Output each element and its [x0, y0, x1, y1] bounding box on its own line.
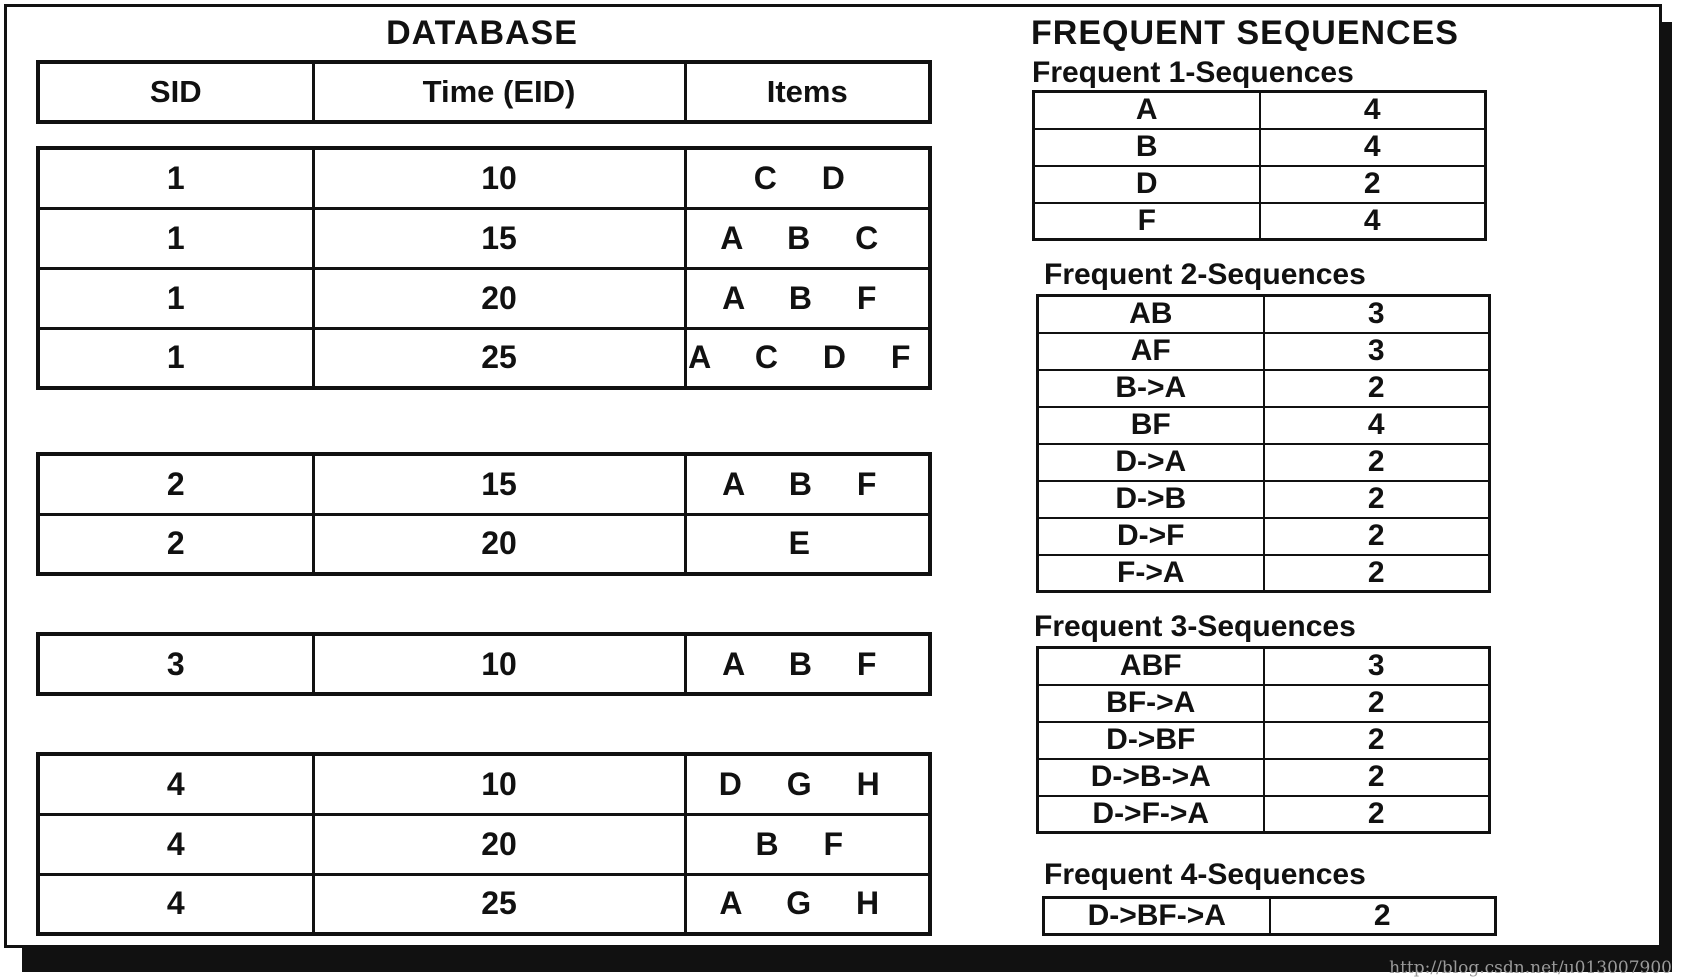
sequence-cell: D->B->A [1038, 759, 1264, 796]
table-row [1038, 759, 1490, 796]
cell-items: A B F [685, 268, 930, 328]
sequence-cell: D->BF->A [1044, 898, 1270, 935]
cell-items: A B F [685, 634, 930, 694]
cell-sid: 4 [38, 874, 313, 934]
table-row [1038, 444, 1490, 481]
table-row [1038, 370, 1490, 407]
table-row [1038, 296, 1490, 333]
table-row [38, 514, 930, 574]
sequence-cell: AF [1038, 333, 1264, 370]
cell-items: A B C [685, 208, 930, 268]
cell-time: 10 [313, 634, 685, 694]
count-cell: 2 [1264, 444, 1490, 481]
count-cell: 4 [1260, 92, 1486, 129]
sequence-cell: D->F [1038, 518, 1264, 555]
count-cell: 2 [1264, 759, 1490, 796]
sequence-cell: F->A [1038, 555, 1264, 592]
cell-items: A B F [685, 454, 930, 514]
cell-sid: 1 [38, 208, 313, 268]
count-cell: 4 [1260, 129, 1486, 166]
header-time: Time (EID) [313, 62, 685, 122]
cell-time: 10 [313, 148, 685, 208]
frequent-4-sequences-label: Frequent 4-Sequences [1044, 858, 1366, 891]
table-row [38, 208, 930, 268]
count-cell: 2 [1264, 796, 1490, 833]
sequence-cell: D [1034, 166, 1260, 203]
cell-time: 20 [313, 514, 685, 574]
table-row [38, 148, 930, 208]
table-row [38, 814, 930, 874]
table-row [1038, 518, 1490, 555]
sequence-cell: D->F->A [1038, 796, 1264, 833]
cell-time: 10 [313, 754, 685, 814]
table-row [1038, 648, 1490, 685]
sequence-cell: A [1034, 92, 1260, 129]
cell-time: 15 [313, 454, 685, 514]
cell-sid: 4 [38, 754, 313, 814]
cell-items: B F [685, 814, 930, 874]
count-cell: 2 [1264, 555, 1490, 592]
count-cell: 3 [1264, 333, 1490, 370]
cell-items: A G H [685, 874, 930, 934]
table-row [38, 634, 930, 694]
count-cell: 4 [1264, 407, 1490, 444]
database-header-table [36, 60, 932, 124]
table-row [1038, 333, 1490, 370]
cell-time: 25 [313, 874, 685, 934]
table-row [38, 328, 930, 388]
cell-sid: 2 [38, 454, 313, 514]
header-sid: SID [38, 62, 313, 122]
cell-time: 20 [313, 814, 685, 874]
count-cell: 3 [1264, 296, 1490, 333]
frequent-2-sequences-label: Frequent 2-Sequences [1044, 258, 1366, 291]
database-group-sid-4 [36, 752, 932, 936]
sequence-cell: B->A [1038, 370, 1264, 407]
sequence-cell: B [1034, 129, 1260, 166]
cell-items: A C D F [685, 328, 930, 388]
table-row [1038, 722, 1490, 759]
sequence-cell: F [1034, 203, 1260, 240]
table-row [1034, 166, 1486, 203]
sequence-cell: BF->A [1038, 685, 1264, 722]
frequent-sequences-title: FREQUENT SEQUENCES [1031, 14, 1459, 52]
table-row [38, 874, 930, 934]
frequent-3-sequences-label: Frequent 3-Sequences [1034, 610, 1356, 643]
table-row [38, 454, 930, 514]
frequent-3-sequences-table [1036, 646, 1491, 834]
cell-sid: 1 [38, 148, 313, 208]
cell-items: E [685, 514, 930, 574]
database-title: DATABASE [386, 14, 578, 52]
cell-items: C D [685, 148, 930, 208]
count-cell: 2 [1264, 481, 1490, 518]
table-row [38, 754, 930, 814]
database-group-sid-1 [36, 146, 932, 390]
cell-time: 20 [313, 268, 685, 328]
sequence-cell: ABF [1038, 648, 1264, 685]
cell-sid: 1 [38, 328, 313, 388]
cell-sid: 1 [38, 268, 313, 328]
count-cell: 2 [1260, 166, 1486, 203]
table-row [1038, 407, 1490, 444]
count-cell: 2 [1264, 518, 1490, 555]
cell-items: D G H [685, 754, 930, 814]
table-row [1038, 555, 1490, 592]
sequence-cell: AB [1038, 296, 1264, 333]
count-cell: 2 [1264, 722, 1490, 759]
table-row [1038, 481, 1490, 518]
cell-sid: 2 [38, 514, 313, 574]
frequent-1-sequences-table [1032, 90, 1487, 241]
sequence-cell: D->B [1038, 481, 1264, 518]
cell-sid: 3 [38, 634, 313, 694]
frequent-2-sequences-table [1036, 294, 1491, 593]
sequence-cell: D->A [1038, 444, 1264, 481]
count-cell: 3 [1264, 648, 1490, 685]
database-group-sid-3 [36, 632, 932, 696]
cell-sid: 4 [38, 814, 313, 874]
table-row [1034, 129, 1486, 166]
database-header-row [38, 62, 930, 122]
header-items: Items [685, 62, 930, 122]
sequence-cell: BF [1038, 407, 1264, 444]
watermark: http://blog.csdn.net/u013007900 [1389, 958, 1672, 978]
cell-time: 15 [313, 208, 685, 268]
table-row [1034, 203, 1486, 240]
table-row [1038, 685, 1490, 722]
sequence-cell: D->BF [1038, 722, 1264, 759]
table-row [1044, 898, 1496, 935]
table-row [1038, 796, 1490, 833]
table-row [1034, 92, 1486, 129]
database-group-sid-2 [36, 452, 932, 576]
table-row [38, 268, 930, 328]
count-cell: 4 [1260, 203, 1486, 240]
count-cell: 2 [1270, 898, 1496, 935]
frequent-1-sequences-label: Frequent 1-Sequences [1032, 56, 1354, 89]
count-cell: 2 [1264, 685, 1490, 722]
count-cell: 2 [1264, 370, 1490, 407]
cell-time: 25 [313, 328, 685, 388]
frequent-4-sequences-table [1042, 896, 1497, 936]
